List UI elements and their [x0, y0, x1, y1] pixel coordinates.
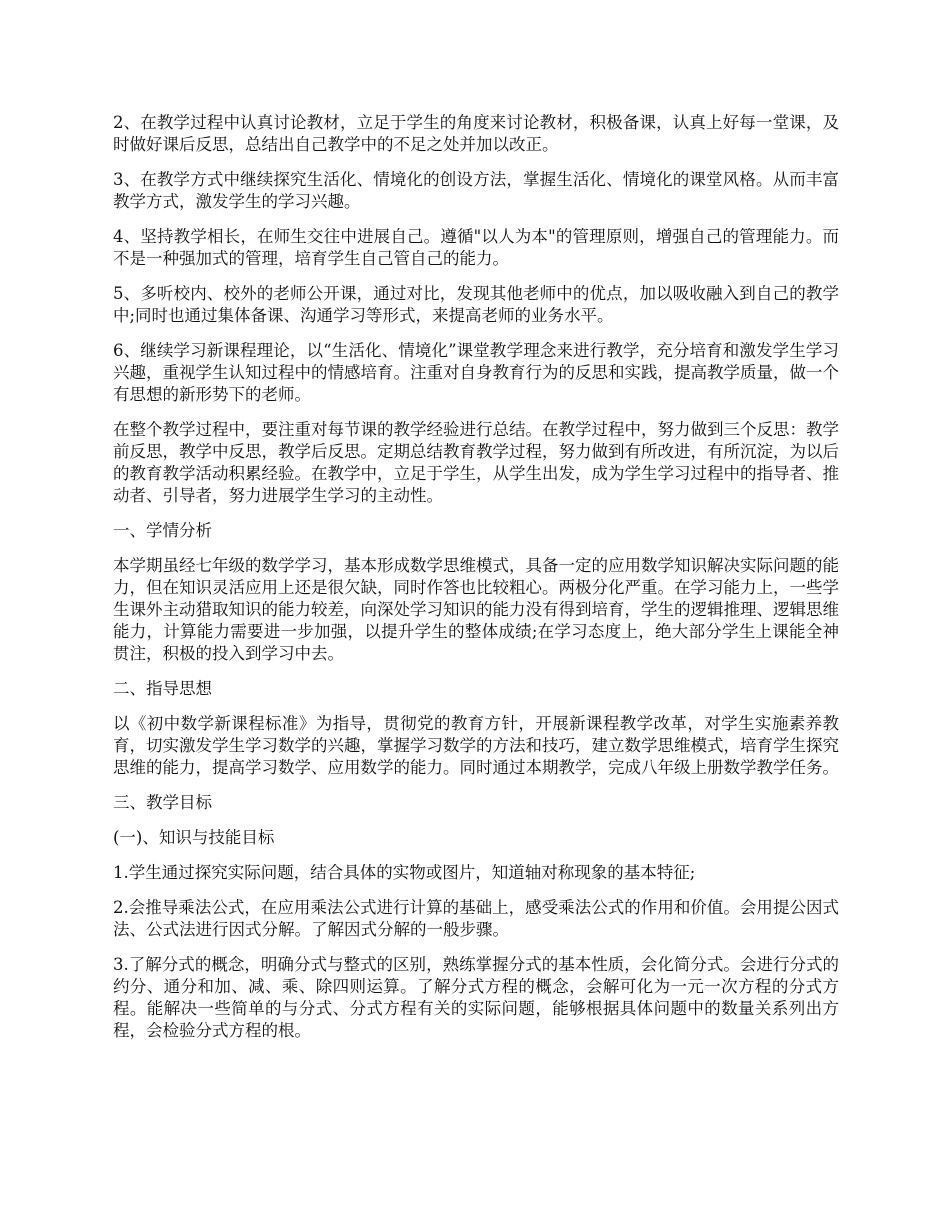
paragraph-student-analysis: 本学期虽经七年级的数学学习，基本形成数学思维模式，具备一定的应用数学知识解决实际问题的能力，但在知识灵活应用上还是很欠缺，同时作答也比较粗心。两极分化严重。在学习能力上，一些学生课外主动猎取知识的能力较差，向深处学习知识的能力没有得到培育，学生的逻辑推理、逻辑思维能力，计算能力需要进一步加强，以提升学生的整体成绩;在学习态度上，绝大部分学生上课能全神贯注，积极的投入到学习中去。 [113, 556, 839, 663]
section-heading-student-analysis: 一、学情分析 [113, 521, 212, 540]
paragraph-item-2: 2、在教学过程中认真讨论教材，立足于学生的角度来讨论教材，积极备课，认真上好每一堂课，及时做好课后反思，总结出自己教学中的不足之处并加以改正。 [113, 113, 839, 154]
goal-item-3: 3.了解分式的概念，明确分式与整式的区别，熟练掌握分式的基本性质，会化简分式。会进行分式的约分、通分和加、减、乘、除四则运算。了解分式方程的概念，会解可化为一元一次方程的分式方程。能解决一些简单的与分式、分式方程有关的实际问题，能够根据具体问题中的数量关系列出方程，会检验分式方程的根。 [113, 955, 839, 1040]
document-body [113, 112, 839, 1055]
goal-item-2: 2.会推导乘法公式，在应用乘法公式进行计算的基础上，感受乘法公式的作用和价值。会用提公因式法、公式法进行因式分解。了解因式分解的一般步骤。 [113, 898, 839, 939]
paragraph-reflection-summary: 在整个教学过程中，要注重对每节课的教学经验进行总结。在教学过程中，努力做到三个反思：教学前反思，教学中反思，教学后反思。定期总结教育教学过程，努力做到有所改进，有所沉淀，为以后的教育教学活动积累经验。在教学中，立足于学生，从学生出发，成为学生学习过程中的指导者、推动者、引导者，努力进展学生学习的主动性。 [113, 420, 839, 505]
paragraph-item-4: 4、坚持教学相长，在师生交往中进展自己。遵循"以人为本"的管理原则，增强自己的管理能力。而不是一种强加式的管理，培育学生自己管自己的能力。 [113, 227, 839, 268]
goal-item-1: 1.学生通过探究实际问题，结合具体的实物或图片，知道轴对称现象的基本特征; [113, 863, 696, 882]
paragraph-item-5: 5、多听校内、校外的老师公开课，通过对比，发现其他老师中的优点，加以吸收融入到自己的教学中;同时也通过集体备课、沟通学习等形式，来提高老师的业务水平。 [113, 284, 839, 325]
subsection-heading-knowledge-skills: (一)、知识与技能目标 [113, 828, 275, 847]
section-heading-teaching-goals: 三、教学目标 [113, 793, 212, 812]
section-heading-guiding-ideology: 二、指导思想 [113, 679, 212, 698]
paragraph-item-6: 6、继续学习新课程理论，以“生活化、情境化”课堂教学理念来进行教学，充分培育和激发学生学习兴趣，重视学生认知过程中的情感培育。注重对自身教育行为的反思和实践，提高教学质量，做一个有思想的新形势下的老师。 [113, 341, 839, 404]
paragraph-guiding-ideology: 以《初中数学新课程标准》为指导，贯彻党的教育方针，开展新课程教学改革，对学生实施素养教育，切实激发学生学习数学的兴趣，掌握学习数学的方法和技巧，建立数学思维模式，培育学生探究思维的能力，提高学习数学、应用数学的能力。同时通过本期教学，完成八年级上册数学教学任务。 [113, 714, 839, 777]
paragraph-item-3: 3、在教学方式中继续探究生活化、情境化的创设方法，掌握生活化、情境化的课堂风格。从而丰富教学方式，激发学生的学习兴趣。 [113, 170, 839, 211]
